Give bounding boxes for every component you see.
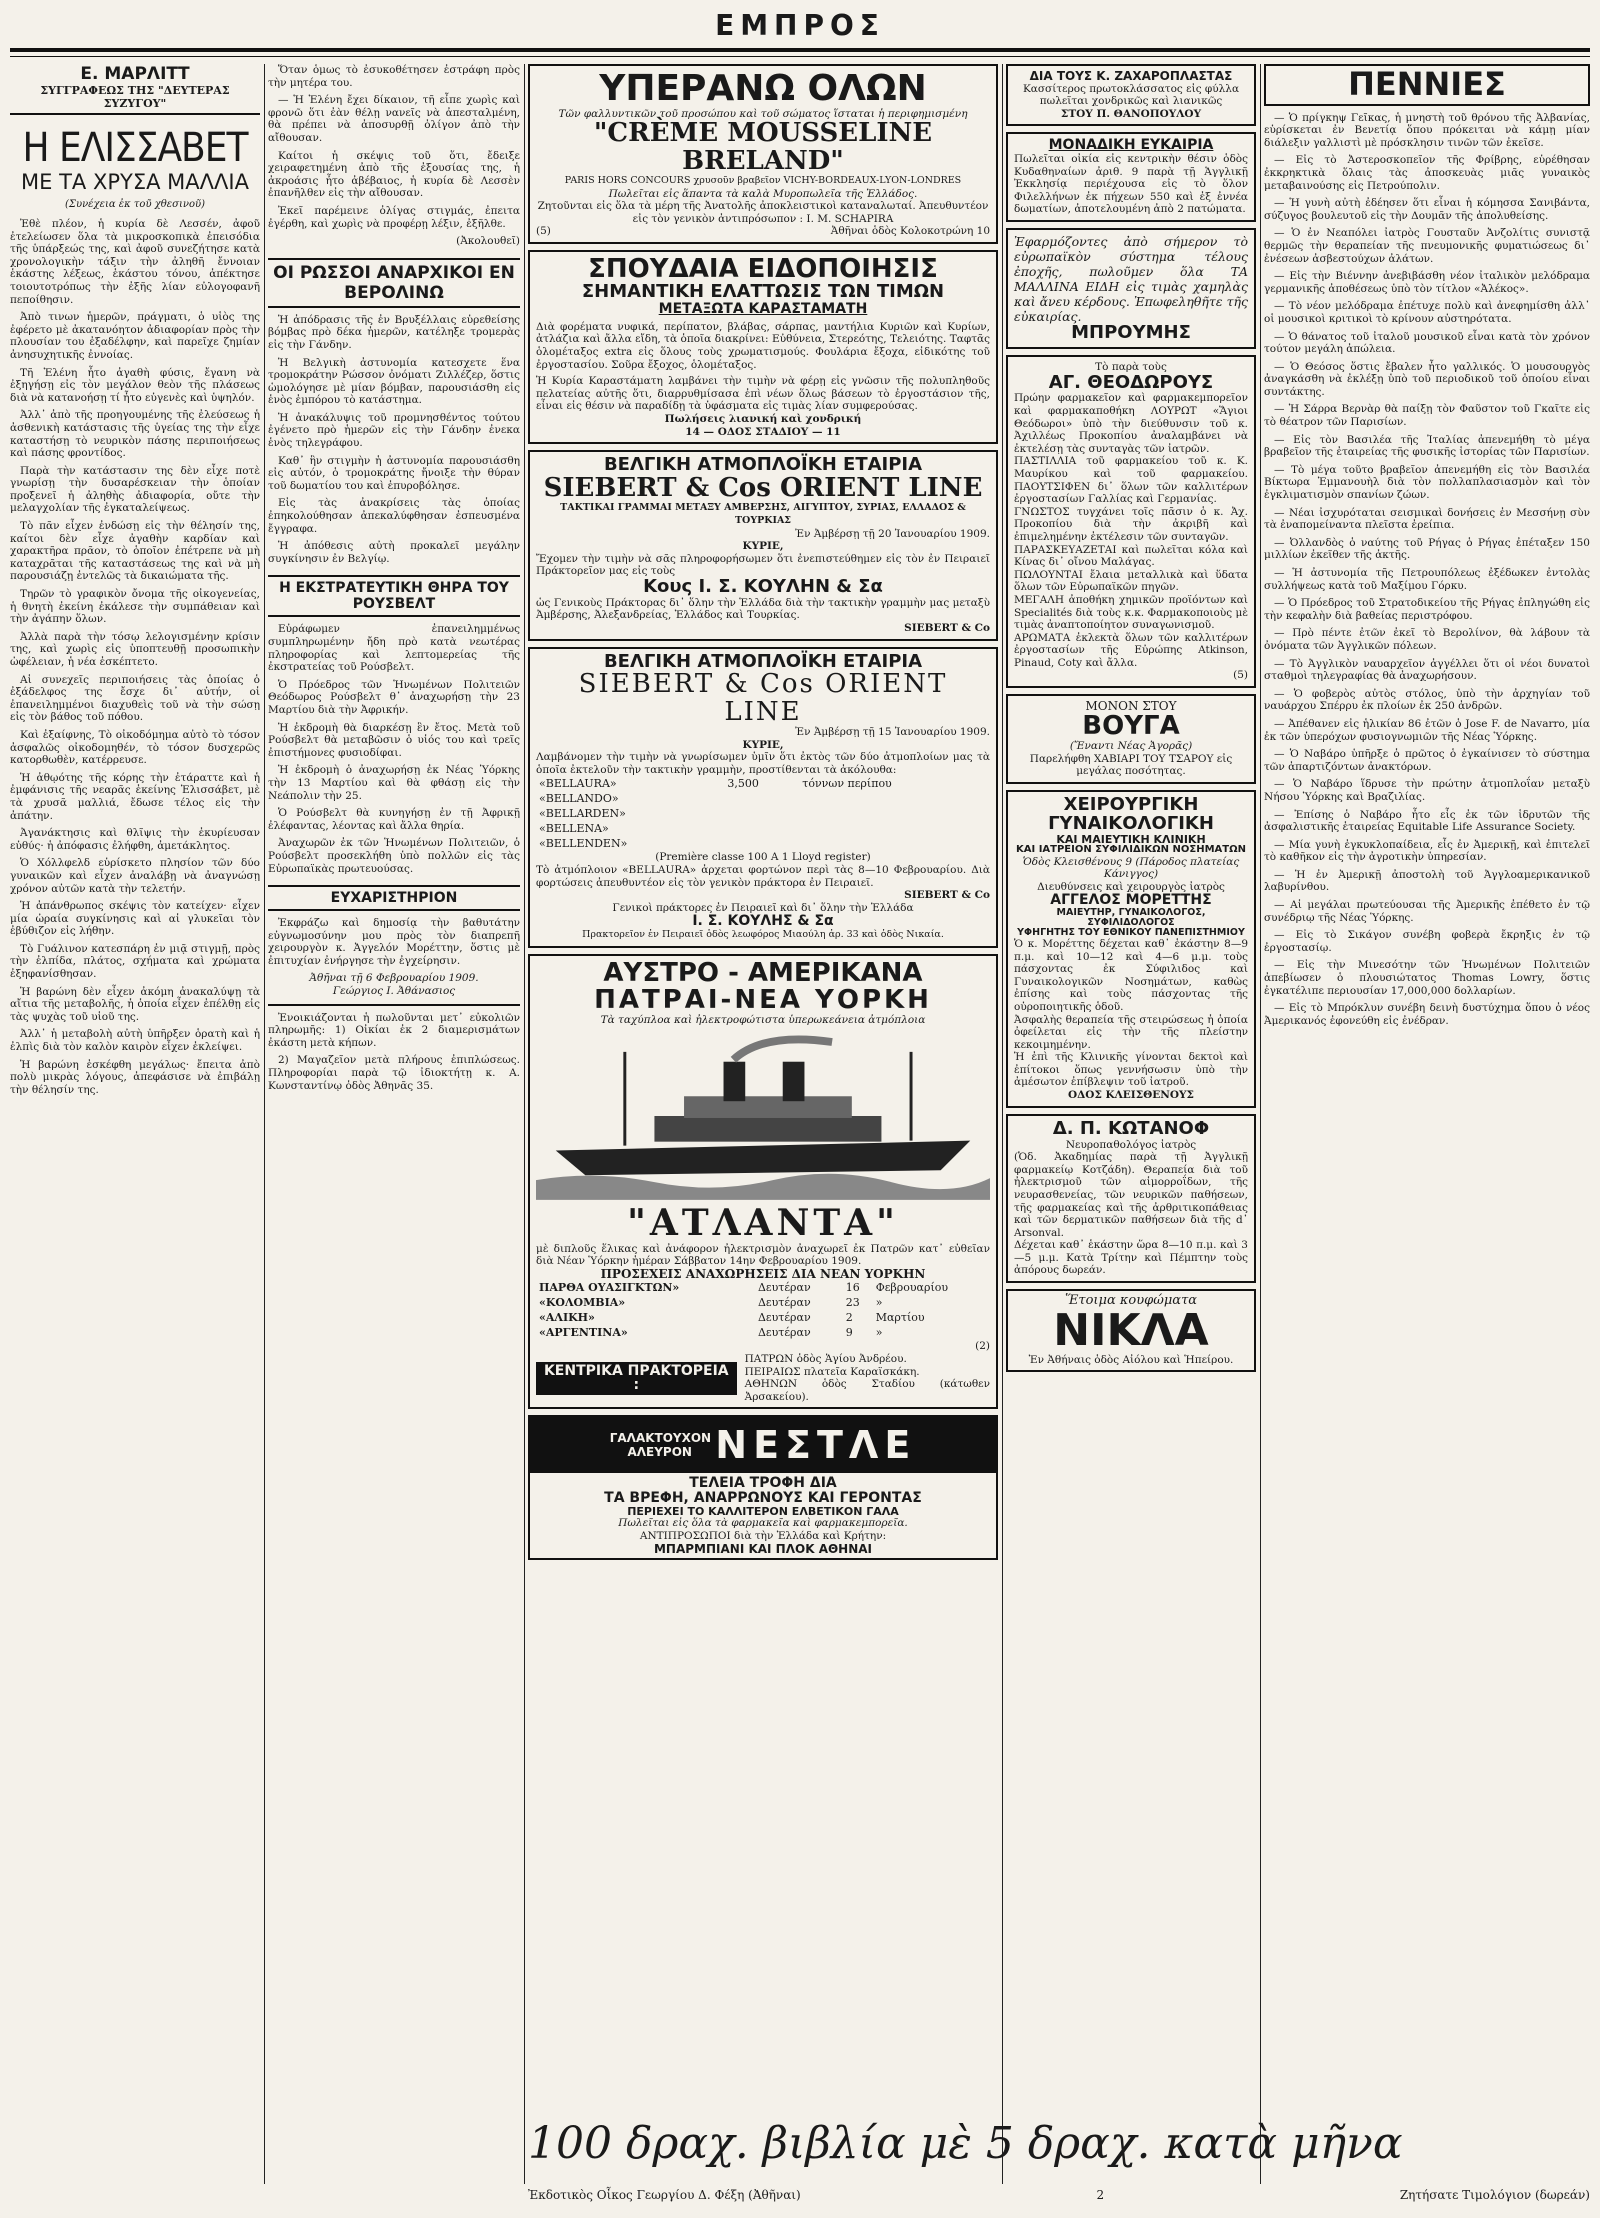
- nestle-top: ΓΑΛΑΚΤΟΥΧΟΝ ΑΛΕΥΡΟΝ: [609, 1431, 712, 1460]
- paragraph: Ἡ ἐκδρομὴ θὰ διαρκέσῃ ἓν ἔτος. Μετὰ τοῦ Ρούσβελτ θὰ μεταβῶσιν ὁ υἱός του καὶ τρεῖς ἐπιστήμονες φυσιοδίφαι.: [268, 721, 520, 759]
- ad-subtitle: ΚΑΙ ΙΑΤΡΕΙΟΝ ΣΥΦΙΛΙΔΙΚΩΝ ΝΟΣΗΜΑΤΩΝ: [1016, 844, 1246, 856]
- date: 9: [845, 1326, 853, 1340]
- paragraph: Παρὰ τὴν κατάστασιν της δὲν εἶχε ποτὲ γνωρίσῃ τὴν δυσαρέσκειαν τὴν ὁποίαν προξενεῖ ἡ ἀληθὴς ἀδιαφορία, οὔτε τὴν μελαγχολίαν τῆς ἐγκαταλείψεως.: [10, 464, 260, 515]
- paragraph: — Εἰς τὸν Βασιλέα τῆς Ἰταλίας ἀπενεμήθη τὸ μέγα βραβεῖον τῆς ἐταιρείας τῆς φυσικῆς ἱστορίας τῶν Παρισίων.: [1264, 433, 1590, 459]
- day: Δευτέραν: [757, 1296, 811, 1310]
- ad-text: Δέχεται καθ᾽ ἑκάστην ὥρα 8—10 π.μ. καὶ 3—5 μ.μ. Κατὰ Τρίτην καὶ Πέμπτην τοὺς ἀπόρους δωρεάν.: [1014, 1239, 1248, 1277]
- paragraph: Τηρῶν τὸ γραφικὸν ὄνομα τῆς οἰκογενείας, ἡ θνητὴ ἐκείνη ἐκάλεσε τὴν συμπάθειαν καὶ τὴν ἀγάπην ὅλων.: [10, 588, 260, 626]
- paragraph: Τῆ Ἑλένη ἦτο ἀγαθὴ φύσις, ἔγανη νὰ ἐξηγήσῃ εἰς τὸν μεγάλον θεὸν τῆς πλάσεως διὰ νὰ κατανοήσῃ τί ἦτο εὐγενὲς καὶ ὑψηλόν.: [10, 366, 260, 404]
- paragraph: Ἀπὸ τινων ἡμερῶν, πράγματι, ὁ υἱὸς της ἐφέρετο μὲ ἀκατανόητον ἀδιαφορίαν πρὸς τὴν πλουσίαν του ἐξαδέλφην, καὶ παρεῖχε ζημίαν ἀνησυχητικῆς ἐννοίας.: [10, 311, 260, 361]
- paragraph: — Εἰς τὴν Μινεσότην τῶν Ἡνωμένων Πολιτειῶν ἀπεβίωσεν ὁ πλουσιώτατος Thomas Lowry, ὅστις ἐγκατέλιπε περιουσίαν 17,000,000 δολλαρίων.: [1264, 959, 1590, 997]
- ship-tons: 3,500: [727, 777, 759, 791]
- office: ΑΘΗΝΩΝ ὁδὸς Σταδίου (κάτωθεν Ἀρσακείου).: [744, 1378, 990, 1403]
- paragraph: Ἡ ἀθῳότης τῆς κόρης τὴν ἐτάραττε καὶ ἡ ἐμφάνισις τῆς νεαρᾶς ἐκείνης Ἑλισσάβετ, μὲ τὰ χρυσᾶ μαλλιά, ἔδωσε τέλος εἰς τὴν ἀπάτην.: [10, 771, 260, 822]
- ad-signature: SIEBERT & Co: [904, 622, 990, 634]
- ad-text: Ἡ ἐπὶ τῆς Κλινικῆς γίνονται δεκτοὶ καὶ ἐπίτοκοι ὅπως γεννήσωσιν ὑπὸ τὴν ἀμέσωτον ἐπίβλεψιν τοῦ ἰατροῦ.: [1014, 1051, 1248, 1089]
- divider: [268, 1004, 520, 1006]
- ship-name: «BELLARDEN»: [539, 807, 626, 821]
- ad-number: (5): [1233, 669, 1248, 682]
- ad-doctor-title: ΥΦΗΓΗΤΗΣ ΤΟΥ ΕΘΝΙΚΟΥ ΠΑΝΕΠΙΣΤΗΜΙΟΥ: [1017, 926, 1245, 938]
- ad-title: ΥΠΕΡΑΝΩ ΟΛΩΝ: [599, 68, 927, 109]
- ad-title: ΣΠΟΥΔΑΙΑ ΕΙΔΟΠΟΙΗΣΙΣ: [588, 253, 938, 284]
- paragraph: Ἐνοικιάζονται ἡ πωλοῦνται μετ᾽ εὐκολιῶν πληρωμῆς: 1) Οἰκίαι ἐκ 2 διαμερισμάτων ἐκάστη μετὰ κήπων.: [268, 1011, 520, 1049]
- office: ΠΑΤΡΩΝ ὁδὸς Ἁγίου Ἀνδρέου.: [744, 1353, 907, 1366]
- paragraph: Ὁ Πρόεδρος τῶν Ἡνωμένων Πολιτειῶν Θεόδωρος Ρούσβελτ θ᾽ ἀναχωρήσῃ τὴν 23 Μαρτίου διὰ τὴν Ἀφρικήν.: [268, 678, 520, 716]
- ad-text: ΠΑΣΤΙΛΛΙΑ τοῦ φαρμακείου τοῦ κ. Κ. Μαυρίκου καὶ τοῦ φαρμακείου. ΠΑΟΥΤΣΙΦΕΝ δι᾽ ὅλων τῶν καλλιτέρων ἐργοστασίων Γαλλίας καὶ Γερμανίας.: [1014, 455, 1248, 506]
- nestle-line: ΤΕΛΕΙΑ ΤΡΟΦΗ ΔΙΑ: [689, 1475, 837, 1492]
- ad-top: Τὸ παρὰ τοὺς: [1095, 360, 1167, 373]
- date: 16: [845, 1281, 860, 1295]
- masthead: ΕΜΠΡΟΣ: [715, 9, 885, 42]
- ad-title: ΒΟΥΓΑ: [1082, 710, 1180, 741]
- ad-top: ΜΟΝΟΝ ΣΤΟΥ: [1085, 699, 1177, 714]
- ad-text: ὡς Γενικοὺς Πράκτορας δι᾽ ὅλην τὴν Ἑλλάδα διὰ τὴν τακτικὴν γραμμὴν μας μεταξὺ Ἀμβέρσης, Ἀλεξανδρείας, Ἑλλάδος καὶ Τουρκίας.: [536, 596, 990, 622]
- table-row: [536, 806, 990, 821]
- ad-siebert-orient-line-1: [528, 450, 998, 640]
- ad-text: ΜΕΓΑΛΗ ἀποθήκη χημικῶν προϊόντων καὶ Specialités διὰ τοὺς κ.κ. Φαρμακοποιοὺς μὲ τιμὰς ἀναπτοποίητον συναγωνισμοῦ.: [1014, 593, 1248, 632]
- ad-vougas: [1006, 694, 1256, 784]
- paragraph: Ὁ Χόλλφελδ εὑρίσκετο πλησίον τῶν δύο γυναικῶν καὶ εἶχεν ἀναλάβῃ νὰ ἀναγνώσῃ χρόνον αὐτῶν κατὰ τὴν τελετήν.: [10, 857, 260, 895]
- ad-top: Ἕτοιμα κουφώματα: [1064, 1293, 1198, 1309]
- ad-title: ΓΥΝΑΙΚΟΛΟΓΙΚΗ: [1048, 812, 1214, 834]
- ad-austro-americana: [528, 954, 998, 1410]
- ad-offices: [536, 1353, 990, 1403]
- paragraph: Ἡ βαρώνη ἐσκέφθη μεγάλως· ἔπειτα ἀπὸ πολὺ μικρὰς λόγους, ἀπεφάσισε νὰ ἐπιβάλῃ τὴν θέλησίν της.: [10, 1058, 260, 1096]
- paragraph: — Πρὸ πέντε ἐτῶν ἐκεῖ τὸ Βερολίνον, θὰ λάβουν τὰ ὀνόματα τῶν Ἀγγλικῶν πόλεων.: [1264, 627, 1590, 652]
- ad-date: Ἐν Ἀμβέρσῃ τῇ 15 Ἰανουαρίου 1909.: [795, 726, 990, 739]
- nestle-line: Πωλεῖται εἰς ὅλα τὰ φαρμακεῖα καὶ φαρμακεμπορεῖα.: [618, 1517, 908, 1530]
- column-advertisements: [528, 64, 998, 2114]
- ship-name: «ΑΛΙΚΗ»: [539, 1311, 595, 1325]
- ad-pharmacy: [1006, 355, 1256, 688]
- ad-address: Πρακτορεῖον ἐν Πειραιεῖ ὁδὸς λεωφόρος Μιαούλη ἀρ. 33 καὶ ὁδὸς Νικαία.: [582, 929, 944, 941]
- paragraph: — Ἡ Ἑλένη ἔχει δίκαιον, τῆ εἶπε χωρὶς καὶ φρονῶ ὅτι ἐὰν θέλῃ νανεῖς νὰ ἀπεσταλμένη, θὰ πρέπει νὰ ἀποσυρθῇ ὀλίγον ἀπὸ τὴν αἴθουσαν.: [268, 94, 520, 144]
- ad-subtitle: ΚΑΙ ΜΑΙΕΥΤΙΚΗ ΚΛΙΝΙΚΗ: [1056, 832, 1206, 846]
- table-row: [536, 821, 990, 836]
- office: ΠΕΙΡΑΙΩΣ πλατεῖα Καραϊσκάκη.: [744, 1365, 920, 1378]
- paragraph: Καίτοι ἡ σκέψις τοῦ ὅτι, ἔδειξε χειραφετημένη ἀπὸ τῆς ἐξουσίας της, ἡ ἀκροάσις ἦτο ἀβέβαιος, ἡ κυρία δὲ Λεσσὲν ἐπανῆλθεν εἰς τὴν αἴθουσαν.: [268, 149, 520, 200]
- ad-text: Διὰ φορέματα νυφικά, περίπατον, βλάβας, σάρπας, μαντήλια Κυριῶν καὶ Κυρίων, ἀτλάζια καὶ ἄλλα εἴδη, τὰ ὁποῖα διακρίνει: Εὐθύνεια, Στερεότης, Τελειότης. Ταφτᾶς ὁλομέταξος extra εἰς ὅλους τοὺς χρωματισμούς. Φουλάρια ἔξοχα, εἰδικότης τοῦ ἐργοστασίου. Σοῦρα ἔξοχος, ὁλομέταξος.: [536, 320, 990, 371]
- ad-text: Πρώην φαρμακεῖον καὶ φαρμακεμπορεῖον καὶ φαρμακαποθήκη ΛΟΥΡΩΤ «Ἅγιοι Θεόδωροι» ὑπὸ τὴν διεύθυνσιν τοῦ κ. Ἀχιλλέως Προκοπίου ἀναλαμβάνει νὰ ἐκτελέσῃ τὰς συνταγὰς τῶν ἰατρῶν.: [1014, 392, 1248, 455]
- ad-house-sale: [1006, 132, 1256, 222]
- ad-salutation: ΚΥΡΙΕ,: [742, 738, 784, 751]
- month: Φεβρουαρίου: [875, 1281, 949, 1295]
- ad-date: Ἐν Ἀμβέρσῃ τῇ 20 Ἰανουαρίου 1909.: [795, 527, 990, 540]
- table-row: [536, 776, 990, 791]
- table-row: [536, 836, 990, 851]
- novel-subtitle: ΜΕ ΤΑ ΧΡΥΣΑ ΜΑΛΛΙΑ: [21, 170, 249, 194]
- nestle-line: ΑΝΤΙΠΡΟΣΩΠΟΙ διὰ τὴν Ἑλλάδα καὶ Κρήτην:: [639, 1529, 887, 1542]
- bottom-banner-ad: 100 δραχ. βιβλία μὲ 5 δραχ. κατὰ μῆνα: [528, 2118, 1403, 2169]
- paragraph: Ἐθὲ πλέον, ἡ κυρία δὲ Λεσσέν, ἀφοῦ ἐτελείωσεν ὅλα τὰ μικροσκοπικὰ ἐπεισόδια τῆς ὑπάρξεώς της, καὶ ἀφοῦ συνεζήτησε κατὰ χρονολογικὴν τάξιν τὴν ἀληθῆ ἔννοιαν ἑκάστης λέξεως, ἑκάστου τόνου, ἀπέκτησε τοιουτοτρόπως τὴν ἐξῆς λίαν εὐλογοφανῆ πεποίθησιν.: [10, 218, 260, 306]
- column-divider: [264, 64, 265, 2184]
- ad-text: Κασσίτερος πρωτοκλάσσατος εἰς φύλλα πωλεῖται χονδρικῶς καὶ λιανικῶς: [1022, 82, 1240, 108]
- ad-subtitle: ΣΗΜΑΝΤΙΚΗ ΕΛΑΤΤΩΣΙΣ ΤΩΝ ΤΙΜΩΝ: [581, 281, 945, 303]
- ship-name: «ΑΡΓΕΝΤΙΝΑ»: [539, 1326, 628, 1340]
- paragraph: — Εἰς τὴν Βιέννην ἀνεβιβάσθη νέον ἰταλικὸν μελόδραμα γερμανικῆς ἀποθέσεως ὑπὸ τὸν τίτλον «Ἀλέκος».: [1264, 270, 1590, 295]
- ad-routes: ΤΑΚΤΙΚΑΙ ΓΡΑΜΜΑΙ ΜΕΤΑΞΥ ΑΜΒΕΡΣΗΣ, ΑΙΓΥΠΤΟΥ, ΣΥΡΙΑΣ, ΕΛΛΑΔΟΣ & ΤΟΥΡΚΙΑΣ: [560, 502, 966, 526]
- ad-nestle: [528, 1415, 998, 1560]
- ad-brand: ΜΕΤΑΞΩΤΑ ΚΑΡΑΣΤΑΜΑΤΗ: [658, 301, 868, 318]
- table-row: [536, 1310, 990, 1325]
- column-serial-novel: [10, 64, 260, 2184]
- article-title-roosevelt: Η ΕΚΣΤΡΑΤΕΥΤΙΚΗ ΘΗΡΑ ΤΟΥ ΡΟΥΣΒΕΛΤ: [268, 575, 520, 617]
- nestle-line: ΤΑ ΒΡΕΦΗ, ΑΝΑΡΡΩΝΟΥΣ ΚΑΙ ΓΕΡΟΝΤΑΣ: [604, 1490, 922, 1507]
- ad-title: ΑΥΣΤΡΟ - ΑΜΕΡΙΚΑΝΑ: [603, 957, 923, 988]
- paragraph: — Ὁ πρίγκηψ Γεῖκας, ἡ μνηστὴ τοῦ θρόνου τῆς Ἀλβανίας, εὑρίσκεται ἐν Βενετίᾳ ὅπου πρόκειται νὰ κάμῃ μίαν διάλεξιν γαλλιστὶ μὲ πρόσκλησιν τινῶν τῶν ἐκεῖσε.: [1264, 111, 1590, 149]
- ad-text: Ἐφαρμόζοντες ἀπὸ σήμερον τὸ εὐρωπαϊκὸν σύστημα τέλους ἐποχῆς, πωλοῦμεν ὅλα ΤΑ ΜΑΛΛΙΝΑ ΕΙΔΗ εἰς τιμὰς χαμηλὰς καὶ ἄνευ κέρδους. Ἐπωφεληθῆτε τῆς εὐκαιρίας.: [1014, 234, 1248, 325]
- ad-title: ΒΕΛΓΙΚΗ ΑΤΜΟΠΛΟΪΚΗ ΕΤΑΙΡΙΑ: [603, 650, 923, 672]
- ad-text: Διευθύνσεις καὶ χειρουργὸς ἰατρὸς: [1037, 880, 1225, 893]
- ad-address: ΟΔΟΣ ΚΛΕΙΣΘΕΝΟΥΣ: [1068, 1089, 1194, 1102]
- paragraph: — Ὁ φοβερὸς αὐτὸς στόλος, ὑπὸ τὴν ἀρχηγίαν τοῦ ναυάρχου Σπέρρυ ἐκ πλοίων ἐκ 250 ἀνδρῶν.: [1264, 687, 1590, 713]
- paragraph: — Ἡ ἐν Ἀμερικῇ ἀποστολὴ τοῦ Ἀγγλοαμερικανικοῦ λαβυρίνθου.: [1264, 868, 1590, 894]
- ad-text: ΑΡΩΜΑΤΑ ἐκλεκτὰ ὅλων τῶν καλλιτέρων ἐργοστασίων τῆς Εὐρώπης Atkinson, Pinaud, Coty καὶ ἄλλα.: [1014, 631, 1248, 669]
- ad-nikla: [1006, 1289, 1256, 1372]
- date: 2: [845, 1311, 853, 1325]
- masthead-rule-thin: [10, 56, 1590, 57]
- ad-signature: SIEBERT & Co: [904, 889, 990, 902]
- ad-brand: SIEBERT & Cos ORIENT LINE: [543, 473, 983, 504]
- ad-text: Ἡ Κυρία Καραστάματη λαμβάνει τὴν τιμὴν νὰ φέρῃ εἰς γνῶσιν τῆς πολυπληθοῦς πελατείας αὐτῆς ὅτι, διαρρυθμίσασα ἐπὶ νέων ὅλως βάσεων τὸ ἐργοστάσιον τῆς, εἶναι εἰς θέσιν νὰ παραδίδῃ τὰ ὑφάσματα εἰς τιμὰς λίαν συμφερούσας.: [536, 375, 990, 413]
- ad-agent: Κους Ι. Σ. ΚΟΥΛΗΝ & Σα: [643, 575, 883, 597]
- ad-text: Λαμβάνομεν τὴν τιμὴν νὰ γνωρίσωμεν ὑμῖν ὅτι ἐκτὸς τῶν δύο ἀτμοπλοίων μας τὰ ὁποῖα ἐκτελοῦν τὴν τακτικὴν γραμμὴν, προστίθενται τὰ ἀκόλουθα:: [536, 751, 990, 776]
- column-divider: [524, 64, 525, 2184]
- paragraph: — Τὸ μέγα τοῦτο βραβεῖον ἀπενεμήθη εἰς τὸν Βασιλέα Βίκτωρα Ἐμμανουὴλ διὰ τὸν πολλαπλασιασμὸν καὶ τὸν ἐγκλιματισμὸν σπανίων ζώων.: [1264, 463, 1590, 502]
- ad-address: Ἐν Ἀθήναις ὁδὸς Αἰόλου καὶ Ἡπείρου.: [1028, 1353, 1234, 1366]
- paragraph: Αἱ συνεχεῖς περιποιήσεις τὰς ὁποίας ὁ ἐξάδελφος της ἔσχε δι᾽ αὐτήν, οἱ ἐπανειλημμένοι διαχυθεὶς τοῦ νὰ τὴν σώσῃ εἰς τὸν βάθος τοῦ πόθου.: [10, 673, 260, 724]
- column-divider: [1002, 64, 1003, 2184]
- nestle-banner: [530, 1417, 996, 1473]
- nestle-line: ΠΕΡΙΕΧΕΙ ΤΟ ΚΑΛΛΙΤΕΡΟΝ ΕΛΒΕΤΙΚΟΝ ΓΑΛΑ: [627, 1504, 899, 1518]
- paragraph: Ἡ ἀνακάλυψις τοῦ προμνησθέντος τούτου ἐγένετο πρὸ ἡμερῶν εἰς τὴν Γάνδην ἐνεκα ἑνὸς τηλεγράφου.: [268, 411, 520, 450]
- column-small-ads: [1006, 64, 1256, 2114]
- paragraph: Ἀναχωρῶν ἐκ τῶν Ἡνωμένων Πολιτειῶν, ὁ Ρούσβελτ προσεκλήθη ὑπὸ πολλῶν εἰς τὰς Εὐρωπαϊκὰς πρωτευούσας.: [268, 837, 520, 875]
- ad-class: (Première classe 100 A 1 Lloyd register): [655, 851, 871, 864]
- ad-doctor: ΑΓΓΕΛΟΣ ΜΟΡΕΤΤΗΣ: [1050, 892, 1212, 909]
- ad-tagline: Τῶν φαλλυντικῶν τοῦ προσώπου καὶ τοῦ σώματος ἵσταται ἡ περιφημισμένη: [558, 107, 968, 120]
- pennies-title: ΠΕΝΝΙΕΣ: [1264, 64, 1590, 106]
- ad-store: ΣΤΟΥ Π. ΘΑΝΟΠΟΥΛΟΥ: [1060, 107, 1202, 120]
- schedule-table: [536, 1280, 990, 1340]
- ad-siebert-orient-line-2: [528, 647, 998, 948]
- newspaper-page: [10, 8, 1590, 2208]
- novel-author: Ε. ΜΑΡΛΙΤΤ: [80, 64, 190, 84]
- paragraph: — Τὸ νέον μελόδραμα ἐπέτυχε πολὺ καὶ ἀνεφημίσθη ἀλλ᾽ οἱ μουσικοὶ κριτικοὶ τὸ κρίνουν αὐστηρότατα.: [1264, 300, 1590, 325]
- ship-name: «BELLAURA»: [539, 777, 617, 791]
- paragraph: Καὶ ἐξαίφνης, Τὸ οἰκοδόμημα αὐτὸ τὸ τόσον ἀσφαλῶς οἰκοδομηθέν, τὸ τόσον δυσχερῶς κατορθωθὲν, κατέρρευσε.: [10, 728, 260, 767]
- nestle-line: ΜΠΑΡΜΠΙΑΝΙ ΚΑΙ ΠΛΟΚ ΑΘΗΝΑΙ: [653, 1541, 873, 1556]
- ad-text: ΠΩΛΟΥΝΤΑΙ ἔλαια μεταλλικὰ καὶ ὕδατα ὅλων τῶν Εὐρωπαϊκῶν πηγῶν.: [1014, 568, 1248, 594]
- paragraph: — Μία γυνὴ ἐγκυκλοπαίδεια, εἶς ἐν Ἀμερικῇ, καὶ ἐπιτελεῖ τὸ καθῆκον εἰς τὴν ἀγροτικὴν ὑπηρεσίαν.: [1264, 838, 1590, 864]
- paragraph: Ἡ ἀπόδρασις τῆς ἐν Βρυξέλλαις εὑρεθείσης βόμβας πρὸ δέκα ἡμερῶν, κατέληξε τρομερὰς εἰς τὴν Γάνδην.: [268, 313, 520, 351]
- ad-kotanof: [1006, 1114, 1256, 1283]
- ship-name: «BELLENA»: [539, 822, 609, 836]
- column-news: [268, 64, 520, 2184]
- ad-store: ΜΠΡΟΥΜΗΣ: [1071, 322, 1191, 344]
- table-row: [536, 1280, 990, 1295]
- table-row: [536, 1295, 990, 1310]
- paragraph: Ἀλλὰ παρὰ τὴν τόσῳ λελογισμένην κρίσιν της, καὶ χωρὶς εἰς ὑποπτευθῇ προσωπικὴν ὠφέλειαν, ἡ νέα ἐσκέπτετο.: [10, 630, 260, 668]
- ad-address: (Ἔναντι Νέας Ἀγορᾶς): [1069, 739, 1193, 752]
- paragraph: Ἡ Βελγικὴ ἀστυνομία κατεσχετε ἕνα τρομοκράτην Ρώσσον ὀνόματι Ζιλλέζερ, ὅστις ὡμολόγησε μὲ μίαν βόμβαν, παρουσιάσθη εἰς ἑνὸς ἐμπόρου τὸ κατάστημα.: [268, 356, 520, 407]
- table-row: [536, 791, 990, 806]
- ad-footer: [536, 225, 990, 238]
- ad-tagline: Τὰ ταχύπλοα καὶ ἠλεκτροφώτιστα ὑπερωκεάνεια ἀτμόπλοια: [600, 1014, 926, 1027]
- month: »: [875, 1326, 883, 1340]
- paragraph: Ἀλλ᾽ ἀπὸ τῆς προηγουμένης τῆς ἐλεύσεως ἡ ἀσθενικὴ κατάστασις τῆς ὑγείας της τὴν εἶχε καταστήσῃ τὸ νευρικὸν πάσης περιποιήσεως καὶ πάσης φροντίδος.: [10, 409, 260, 460]
- ad-creme-mousseline: [528, 64, 998, 244]
- ad-schedule-title: ΠΡΟΣΕΧΕΙΣ ΑΝΑΧΩΡΗΣΕΙΣ ΔΙΑ ΝΕΑΝ ΥΟΡΚΗΝ: [600, 1266, 926, 1281]
- column-pennies: [1264, 64, 1590, 2114]
- paragraph: — Ὁ Θεόσος ὅστις ἔβαλεν ἧτο γαλλικός. Ὁ μουσουργὸς ἀναγκάσθη νὰ ἐκλέξῃ ὑπὸ τοῦ περιοδικοῦ τοῦ ὁποίου εἶναι συντάκτης.: [1264, 360, 1590, 398]
- ship-unit: τόννων περίπου: [802, 777, 892, 791]
- day: Δευτέραν: [757, 1326, 811, 1340]
- ad-text: Ἀσφαλὴς θεραπεία τῆς στειρώσεως ἡ ὁποία ὀφείλεται εἰς τὴν τῆς πλείστην κεκοιμημένην.: [1014, 1013, 1248, 1051]
- paragraph: — Ἡ Σάρρα Βερνὰρ θὰ παίξῃ τὸν Φαῦστον τοῦ Γκαῖτε εἰς τὸ θέατρον τῶν Παρισίων.: [1264, 403, 1590, 429]
- paragraph: — Ὁ θάνατος τοῦ ἰταλοῦ μουσικοῦ εἶναι κατὰ τὸν χρόνον τούτον μεγάλη ἀπώλεια.: [1264, 330, 1590, 356]
- paragraph: Τὸ πᾶν εἶχεν ἐνδώσῃ εἰς τὴν θέλησίν της, καίτοι δὲν εἶχε ἀγαθὴν καρδίαν καὶ χαρακτῆρα πρᾶον, τὸ ὁποῖον ἐπέτρεπε νὰ μὴ καταχρᾶται τῆς καταστάσεως της καὶ νὰ μὴ παρουσιάζῃ ἐντελῶς τὰ δικαιώματα τῆς.: [10, 520, 260, 583]
- column-divider: [1260, 64, 1261, 2184]
- page-number: 2: [1096, 2188, 1105, 2202]
- ad-agents: Γενικοὶ πράκτορες ἐν Πειραιεῖ καὶ δι᾽ ὅλην τὴν Ἑλλάδα: [612, 901, 914, 914]
- novel-continued: (Συνέχεια ἐκ τοῦ χθεσινοῦ): [65, 199, 205, 210]
- paragraph: — Ὁ Πρόεδρος τοῦ Στρατοδικείου τῆς Ρήγας ἐπληγώθη εἰς τὴν κεφαλὴν διὰ βαθείας περιστρόφου.: [1264, 597, 1590, 622]
- thanks-date: Ἀθῆναι τῇ 6 Φεβρουαρίου 1909.: [309, 972, 479, 985]
- paragraph: Ἡ ἀπόθεσις αὐτὴ προκαλεῖ μεγάλην συγκίνησιν ἐν Βελγίῳ.: [268, 540, 520, 565]
- paragraph: Τὸ Γυάλινον κατεσπάρη ἐν μιᾷ στιγμῇ, πρὸς τὴν ἐλπίδα, πλάτος, σχήματα καὶ χρώματα ἐξηφανίσθησαν.: [10, 942, 260, 981]
- paragraph: — Νέαι ἰσχυρόταται σεισμικαὶ δονήσεις ἐν Μεσσήνῃ σὺν τὰ ἐναπομείναντα πλεῖστα ἐρείπια.: [1264, 506, 1590, 532]
- ad-route: ΠΑΤΡΑΙ-ΝΕΑ ΥΟΡΚΗ: [594, 985, 932, 1015]
- ad-clinic: [1006, 790, 1256, 1108]
- bottom-banner-footer: [528, 2188, 1590, 2202]
- month: Μαρτίου: [875, 1311, 925, 1325]
- steamship-icon: [536, 1031, 990, 1201]
- paragraph: Ἐκφράζω καὶ δημοσίᾳ τὴν βαθυτάτην εὐγνωμοσύνην μου πρὸς τὸν διαπρεπῆ χειρουργὸν κ. Ἀγγελόν Μορέττην, ὅστις μὲ ἐπιτυχίαν ἐνήργησε τὴν ἐγχείρησιν.: [268, 917, 520, 967]
- article-title-anarchists: ΟΙ ΡΩΣΣΟΙ ΑΝΑΡΧΙΚΟΙ ΕΝ ΒΕΡΟΛΙΝΩ: [268, 258, 520, 308]
- ad-ship-name: "ΑΤΛΑΝΤΑ": [627, 1201, 899, 1244]
- publisher: Ἐκδοτικὸς Οἶκος Γεωργίου Δ. Φέξη (Ἀθῆναι): [528, 2188, 801, 2202]
- paragraph: — Ἡ ἀστυνομία τῆς Πετρουπόλεως ἐξέδωκεν ἐντολὰς συλλήψεως κατὰ τοῦ Μαξίμου Γόρκυ.: [1264, 567, 1590, 592]
- paragraph: Ἀγανάκτησις καὶ θλῖψις τὴν ἐκυρίευσαν εὐθύς· ἡ ἀπόφασις ἐλήφθη, ἀμετάκλητος.: [10, 827, 260, 852]
- ad-text: Τὸ ἀτμόπλοιον «BELLAURA» ἀρχεται φορτώνον περὶ τὰς 8—10 Φεβρουαρίου. Διὰ φορτώσεις ἀπευθυντέον εἰς τὸν γενικὸν πράκτορα ἐν Πειραιεῖ.: [536, 864, 990, 889]
- paragraph: 2) Μαγαζεῖον μετὰ πλήρους ἐπιπλώσεως. Πληροφορίαι παρὰ τῷ ἰδιοκτήτῃ κ. Α. Κωνσταντίνῳ ὁδὸς Ἀθηνᾶς 35.: [268, 1054, 520, 1092]
- table-row: [536, 1325, 990, 1340]
- ad-doctor-title: ΜΑΙΕΥΤΗΡ, ΓΥΝΑΙΚΟΛΟΓΟΣ, ΣΥΦΙΛΙΔΟΛΟΓΟΣ: [1056, 907, 1206, 928]
- ad-awards: PARIS HORS CONCOURS χρυσοῦν βραβεῖον VICHY-BORDEAUX-LYON-LONDRES: [564, 174, 962, 186]
- ad-text: Ὁ κ. Μορέττης δέχεται καθ᾽ ἑκάστην 8—9 π.μ. καὶ 10—12 καὶ 4—6 μ.μ. τοὺς πάσχοντας ἐκ Σύφιλιδος καὶ Γυναικολογικῶν Νοσημάτων, καθὼς ἐπίσης καὶ τοὺς πάσχοντας τῆς οὐροποιητικῆς ὁδοῦ.: [1014, 937, 1248, 1013]
- ad-number: (2): [975, 1340, 990, 1353]
- paragraph: Εὐράφωμεν ἐπανειλημμένως συμπληρωμένην ἤδη πρὸ κατὰ νεωτέρας πληροφορίας καὶ λεπτομερείας τῆς ἐκστρατείας τοῦ Ρούσβελτ.: [268, 623, 520, 674]
- paragraph: Ἡ βαρώνη δὲν εἶχεν ἀκόμη ἀνακαλύψῃ τὰ αἴτια τῆς μεταβολῆς, ἡ ὁποία εἶχεν ἐπέλθῃ εἰς τὰς ψυχὰς τοῦ υἱοῦ της.: [10, 985, 260, 1023]
- ad-broumis: [1006, 228, 1256, 349]
- day: Δευτέραν: [757, 1311, 811, 1325]
- ad-title: ΜΟΝΑΔΙΚΗ ΕΥΚΑΙΡΙΑ: [1048, 137, 1214, 154]
- ad-karastamati-silks: [528, 250, 998, 444]
- paragraph: Εἰς τὰς ἀνακρίσεις τὰς ὁποίας ἐπηκολούθησαν ἀπεκαλύφθησαν ἐσπευσμένα ἔγγραφα.: [268, 497, 520, 535]
- ad-title: ΔΙΑ ΤΟΥΣ Κ. ΖΑΧΑΡΟΠΛΑΣΤΑΣ: [1029, 69, 1233, 83]
- ad-number: (5): [536, 225, 551, 238]
- offices-label: ΚΕΝΤΡΙΚΑ ΠΡΑΚΤΟΡΕΙΑ :: [536, 1362, 737, 1395]
- ad-title: ΑΓ. ΘΕΟΔΩΡΟΥΣ: [1048, 371, 1214, 393]
- paragraph: Ὅταν ὁμως τὸ ἐσυκοθέτησεν ἐστράφη πρὸς τὴν μητέρα του.: [268, 64, 520, 89]
- ad-salutation: ΚΥΡΙΕ,: [742, 540, 784, 553]
- ad-brand: "CRÈME MOUSSELINE BRELAND": [593, 118, 933, 176]
- paragraph: Ἀλλ᾽ ἡ μεταβολὴ αὐτὴ ὑπῆρξεν ὁρατὴ καὶ ἡ ἐλπὶς διὰ τὸν καλὸν καιρὸν εἶχεν ἐκλείψει.: [10, 1028, 260, 1054]
- paragraph: — Εἰς τὸ Μπρόκλυν συνέβη δεινὴ δυστύχημα ὅπου ὁ νέος Ἀμερικανός ἐφονεύθη εἰς ἐνέδραν.: [1264, 1002, 1590, 1027]
- ad-subtitle: Νευροπαθολόγος ἰατρὸς: [1065, 1138, 1197, 1151]
- ad-sales: Πωλήσεις λιανική καὶ χονδρική: [664, 412, 862, 425]
- ad-address: Ὁδὸς Κλεισθένους 9 (Πάροδος πλατείας Κάνιγγος): [1022, 855, 1240, 881]
- paragraph: Καθ᾽ ἣν στιγμὴν ἡ ἀστυνομία παρουσιάσθη εἰς αὐτόν, ὁ τρομοκράτης ἤνοιξε τὴν θύραν τοῦ δωματίου του καὶ ἐπυροβόλησε.: [268, 454, 520, 492]
- ad-title: Δ. Π. ΚΩΤΑΝΟΦ: [1052, 1117, 1210, 1139]
- paragraph: — Τὸ Ἀγγλικὸν ναυαρχεῖον ἀγγέλλει ὅτι οἱ νέοι δυνατοὶ σταθμοὶ τηλεγραφίας θὰ ἀναχωρήσουν.: [1264, 657, 1590, 683]
- ship-name: «ΚΟΛΟΜΒΙΑ»: [539, 1296, 626, 1310]
- ad-address: 14 — ΟΔΟΣ ΣΤΑΔΙΟΥ — 11: [685, 425, 841, 438]
- ad-agent: Ι. Σ. ΚΟΥΛΗΣ & Σα: [692, 913, 834, 930]
- ad-text: μὲ διπλοῦς ἕλικας καὶ ἀνάφορον ἠλεκτρισμὸν ἀναχωρεῖ ἐκ Πατρῶν κατ᾽ εὐθεῖαν διὰ Νέαν Ὑόρκην ἡμέραν Σάββατον 14ην Φεβρουαρίου 1909.: [536, 1242, 990, 1268]
- paragraph: — Ἡ γυνὴ αὐτὴ ἐδέησεν ὅτι εἶναι ἡ κόμησσα Σανιβάντα, σύζυγος βουλευτοῦ εἰς τὴν Δουμᾶν τῆς ἀπολυθείσης.: [1264, 197, 1590, 222]
- ad-text: ΓΝΩΣΤΟΣ τυγχάνει τοῖς πᾶσιν ὁ κ. Ἀχ. Προκοπίου διὰ τὴν ἀκριβῆ καὶ ἐπιμελημένην ἐκτέλεσιν τῶν συνταγῶν.: [1014, 505, 1248, 543]
- ship-name: «BELLANDO»: [539, 792, 619, 806]
- masthead-rule: [10, 48, 1590, 52]
- ad-title: ΒΕΛΓΙΚΗ ΑΤΜΟΠΛΟΪΚΗ ΕΤΑΙΡΙΑ: [603, 454, 923, 476]
- ad-title: ΝΙΚΛΑ: [1053, 1304, 1209, 1356]
- ad-brand: SIEBERT & Cos ORIENT LINE: [578, 669, 948, 727]
- ad-text: (Ὁδ. Ἀκαδημίας παρὰ τῇ Ἀγγλικῇ φαρμακείῳ Κοτζάδη). Θεραπεία διὰ τοῦ ἠλεκτρισμοῦ τῶν αἱμορροΐδων, τῆς νευρασθενείας, τῶν νευρικῶν παθήσεων, τῆς φαρμακείας καὶ τῆς ἀρθριτικοπάθειας καὶ τῶν δερματικῶν παθήσεων διὰ τῆς d᾽ Arsonval.: [1014, 1151, 1248, 1239]
- article-title-thanks: ΕΥΧΑΡΙΣΤΗΡΙΟΝ: [268, 885, 520, 911]
- ad-text: Πωλεῖται οἰκία εἰς κεντρικὴν θέσιν ὁδὸς Κυδαθηναίων ἀριθ. 9 παρὰ τῇ Ἁγγλικῇ Ἐκκλησίᾳ περιέχουσα εἰς τὸ ὅλον Φιλελλήνων ἐκ πήχεων 550 καὶ ἐξ ἐννέα δωματίων, ἀποτελουμένη ἀπὸ 2 πατώματα.: [1014, 153, 1248, 216]
- paragraph: — Εἰς τὸ Ἀστεροσκοπεῖον τῆς Φρίβρης, εὑρέθησαν ἐκκρηκτικὰ ὅλαις τὰς ἀποσκευὰς μιᾶς γυναικὸς μεταβαινούσης εἰς Πετρούπολιν.: [1264, 154, 1590, 192]
- ad-title: ΧΕΙΡΟΥΡΓΙΚΗ: [1063, 793, 1199, 815]
- paragraph: — Ὁ ἐν Νεαπόλει ἰατρὸς Γουσταῦν Ἀνζολίτις συνιστᾷ θερμῶς τὴν θεραπείαν τῆς πνευμονικῆς φυματιώσεως δι᾽ ἐνέσεων ἀσβεστούχων ἀλάτων.: [1264, 227, 1590, 265]
- date: 23: [845, 1296, 860, 1310]
- novel-title: Η ΕΛΙΣΣΑΒΕΤ: [22, 125, 248, 171]
- ship-name: ΠΑΡΘΑ ΟΥΑΣΙΓΚΤΩΝ»: [539, 1281, 680, 1295]
- paragraph: — Ὁ Ναβάρο ἵδρυσε τὴν πρώτην ἀτμοπλοΐαν μεταξὺ Νήσου Ὑόρκης καὶ Βραζιλίας.: [1264, 778, 1590, 803]
- ad-agent: Ζητοῦνται εἰς ὅλα τὰ μέρη τῆς Ἀνατολῆς ἀποκλειστικοὶ καταναλωταί. Ἀπευθυντέον εἰς τὸν γενικὸν ἀντιπρόσωπον : I. M. SCHAPIRA: [537, 200, 989, 225]
- ad-text: ΠΑΡΑΣΚΕΥΑΖΕΤΑΙ καὶ πωλεῖται κόλα καὶ Κίνας δι᾽ οἴνου Μαλάγας.: [1014, 543, 1248, 569]
- continued-mark: (Ἀκολουθεῖ): [456, 235, 520, 248]
- thanks-signature: Γεώργιος Ι. Ἀθάνασιος: [332, 985, 456, 998]
- paragraph: — Αἱ μεγάλαι πρωτεύουσαι τῆς Ἀμερικῆς ἐπέθετο ἐν τῷ συνέδριῳ τῆς Νέας Ὑόρκης.: [1264, 899, 1590, 924]
- paragraph: — Ἐπίσης ὁ Ναβάρο ἦτο εἷς ἐκ τῶν ἱδρυτῶν τῆς ἀσφαλιστικῆς ἑταιρείας Equitable Life Assurance Society.: [1264, 808, 1590, 834]
- ad-text: Παρελήφθη ΧΑΒΙΑΡΙ ΤΟΥ ΤΣΑΡΟΥ εἰς μεγάλας ποσότητας.: [1029, 752, 1233, 778]
- paragraph: Ἐκεῖ παρέμεινε ὀλίγας στιγμάς, ἐπειτα ἐγέρθη, καὶ χωρὶς νὰ προφέρῃ λέξιν, ἐξῆλθε.: [268, 204, 520, 230]
- novel-author-sub: ΣΥΓΓΡΑΦΕΩΣ ΤΗΣ "ΔΕΥΤΕΡΑΣ ΣΥΖΥΓΟΥ": [10, 84, 260, 115]
- paragraph: Ἡ ἀπάνθρωπος σκέψις τὸν κατείχεν· εἶχεν μία ὠραία συγκίνησις καὶ αἱ γλυκεῖαι τὸν ἐβύθιζον εἰς λήθην.: [10, 900, 260, 938]
- paragraph: — Ἀπέθανεν εἰς ἡλικίαν 86 ἐτῶν ὁ Jose F. de Navarro, μία ἐκ τῶν ὑπερόχων φυσιογνωμιῶν τῆς Νέας Ὑόρκης.: [1264, 717, 1590, 743]
- paragraph: — Εἰς τὸ Σικάγον συνέβη φοβερὰ ἔκρηξις ἐν τῷ ἐργοστασίῳ.: [1264, 929, 1590, 954]
- nestle-brand: ΝΕΣΤΛΕ: [715, 1423, 917, 1468]
- day: Δευτέραν: [757, 1281, 811, 1295]
- paragraph: Ὁ Ρούσβελτ θὰ κυνηγήσῃ ἐν τῇ Ἀφρικῇ ἐλέφαντας, λέοντας καὶ ἄλλα θηρία.: [268, 807, 520, 832]
- ships-table: [536, 776, 990, 851]
- ad-sales: Πωλεῖται εἰς ἅπαντα τὰ καλὰ Μυροπωλεῖα τῆς Ἑλλάδος.: [608, 187, 918, 200]
- paragraph: — Ὀλλανδὸς ὁ ναύτης τοῦ Ρήγας ὁ Ρήγας ἐπέταξεν 150 μιλλίων ἐκεῖθεν τῆς ἀκτῆς.: [1264, 536, 1590, 562]
- catalog-note: Ζητήσατε Τιμολόγιον (δωρεάν): [1399, 2188, 1590, 2202]
- paragraph: — Ὁ Ναβάρο ὑπῆρξε ὁ πρῶτος ὁ ἐγκαίνισεν τὸ σύστημα τῶν ἀπαρτιζόντων ἀνακτόρων.: [1264, 748, 1590, 773]
- ad-address: Ἀθῆναι ὁδὸς Κολοκοτρώνη 10: [830, 225, 990, 238]
- ad-confectioners: [1006, 64, 1256, 126]
- ad-text: Ἔχομεν τὴν τιμὴν νὰ σᾶς πληροφορήσωμεν ὅτι ἐνεπιστεύθημεν εἰς τὸν ἐν Πειραιεῖ Πράκτορεῖον μας εἰς τοὺς: [536, 552, 990, 578]
- ship-name: «BELLENDEN»: [539, 837, 628, 851]
- month: »: [875, 1296, 883, 1310]
- paragraph: Ἡ ἐκδρομὴ ὁ ἀναχωρήσῃ ἐκ Νέας Ὑόρκης τὴν 13 Μαρτίου καὶ θὰ φθάσῃ εἰς τὴν Νεάπολιν τὴν 25.: [268, 764, 520, 802]
